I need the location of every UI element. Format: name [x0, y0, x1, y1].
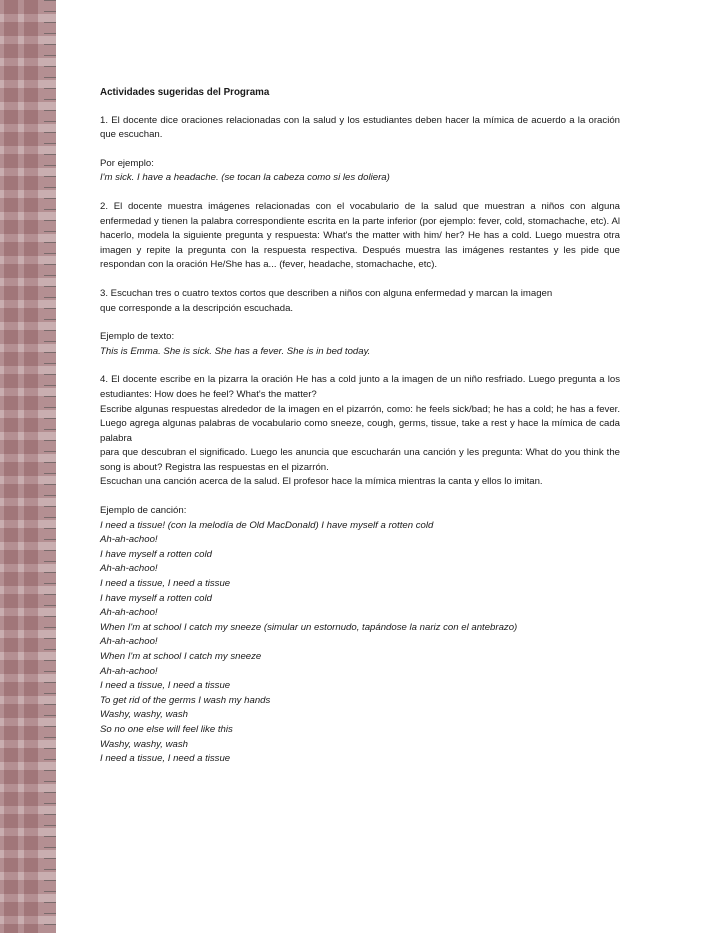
song-line: I have myself a rotten cold	[100, 548, 212, 560]
song-line: I need a tissue, I need a tissue	[100, 753, 231, 765]
activity-3	[100, 287, 620, 316]
song-line: Washy, washy, wash	[100, 738, 188, 750]
song-line: I need a tissue! (con la melodía de Old MacDonald) I have myself a rotten cold	[100, 519, 434, 531]
activity-2	[100, 200, 620, 273]
song-line: When I'm at school I catch my sneeze	[100, 651, 262, 662]
activity-4-line: para que descubran el significado. Luego les anuncia que escucharán una canción y les pregunta: What do you think the song is about? Registra las respuestas en el pizarrón.	[100, 447, 620, 473]
example-3-text: This is Emma. She is sick. She has a fever. She is in bed today.	[100, 345, 371, 357]
example-3	[100, 330, 620, 359]
song-example	[100, 504, 620, 767]
song-line: I have myself a rotten cold	[100, 592, 212, 604]
activity-1-text: 1. El docente dice oraciones relacionadas con la salud y los estudiantes deben hacer la mímica de acuerdo a la oración que escuchan.	[100, 114, 620, 141]
document-page	[100, 86, 620, 781]
activity-4-line: 4. El docente escribe en la pizarra la oración He has a cold junto a la imagen de un niño resfriado. Luego pregunta a los estudiantes: How does he feel? What's the matter?	[100, 374, 620, 400]
activity-4-line: Escribe algunas respuestas alrededor de la imagen en el pizarrón, como: he feels sick/bad; he has a cold; he has a fever. Luego agrega algunas palabras de vocabulario como sneeze, cough, germs, tissue, take a rest y hace la mímica de cada palabra	[100, 403, 620, 444]
activity-2-text: 2. El docente muestra imágenes relacionadas con el vocabulario de la salud que muestran a niños con alguna enfermedad y tienen la palabra correspondiente escrita en la parte inferior (por ejemplo: fever, cold, stomachache, etc). Al hacerlo, modela la siguiente pregunta y respuesta: What's the matter with him/ her? He has a cold. Luego muestra otra imagen y repite la pregunta con la respuesta respectiva. Después muestra las imágenes restantes y les pide que respondan con la oración He/She has a... (fever, headache, stomachache, etc).	[100, 200, 620, 271]
activity-4	[100, 373, 620, 490]
example-1-label: Por ejemplo:	[100, 157, 154, 169]
song-line: I need a tissue, I need a tissue	[100, 680, 231, 692]
song-line: When I'm at school I catch my sneeze (simular un estornudo, tapándose la nariz con el antebrazo)	[100, 621, 518, 633]
song-line: So no one else will feel like this	[100, 723, 233, 735]
song-line: Ah-ah-achoo!	[100, 563, 158, 575]
song-line: I need a tissue, I need a tissue	[100, 578, 231, 590]
activity-4-line: Escuchan una canción acerca de la salud. El profesor hace la mímica mientras la canta y ellos lo imitan.	[100, 476, 543, 488]
song-line: Ah-ah-achoo!	[100, 636, 158, 648]
song-line: Ah-ah-achoo!	[100, 607, 158, 619]
song-label: Ejemplo de canción:	[100, 505, 187, 517]
example-1	[100, 157, 620, 186]
activity-1	[100, 114, 620, 143]
song-line: Ah-ah-achoo!	[100, 534, 158, 546]
song-line: Ah-ah-achoo!	[100, 665, 158, 677]
song-line: To get rid of the germs I wash my hands	[100, 694, 271, 706]
example-1-text: I'm sick. I have a headache. (se tocan la cabeza como si les doliera)	[100, 172, 390, 184]
song-line: Washy, washy, wash	[100, 709, 188, 721]
example-3-label: Ejemplo de texto:	[100, 331, 175, 343]
section-heading: Actividades sugeridas del Programa	[100, 87, 270, 98]
activity-3-line-2: que corresponde a la descripción escuchada.	[100, 302, 294, 314]
binding-edge	[44, 0, 56, 933]
activity-3-line-1: 3. Escuchan tres o cuatro textos cortos que describen a niños con alguna enfermedad y marcan la imagen	[100, 287, 553, 299]
